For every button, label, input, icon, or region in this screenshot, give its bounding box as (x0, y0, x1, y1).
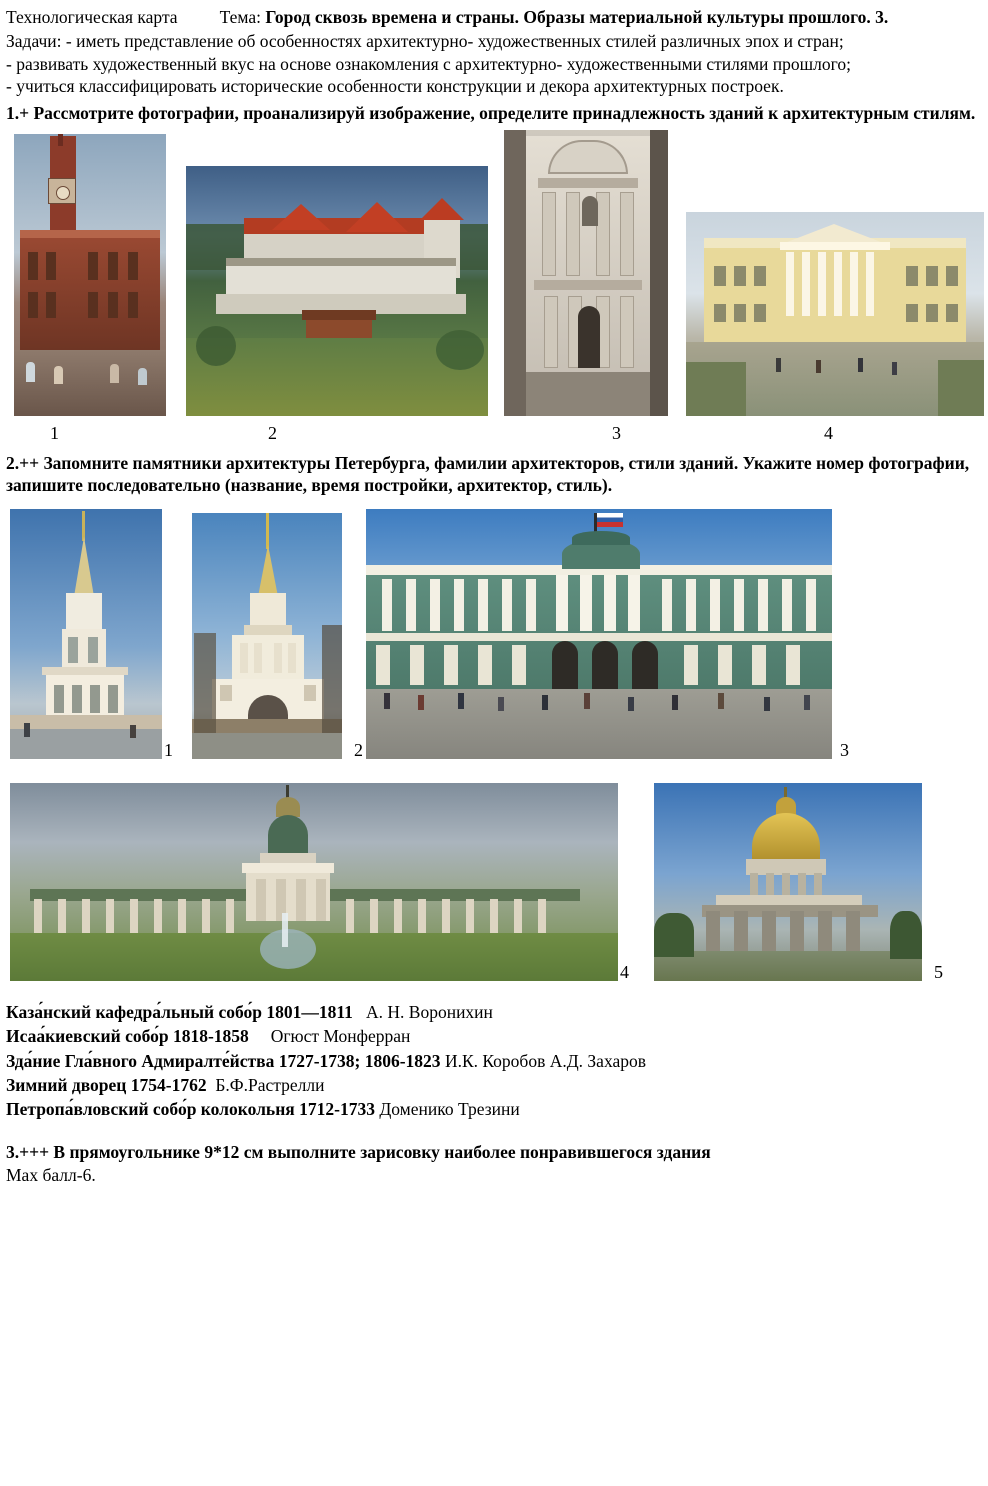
photo-winter-palace (366, 509, 832, 759)
answer-row-2 (6, 1050, 980, 1072)
task-1-text: 1.+ Рассмотрите фотографии, проанализируй изображение, определите принадлежность зданий к архитектурным стилям. (6, 102, 976, 123)
answer-title-0: Каза́нский кафедра́льный собо́р 1801—1811 (6, 1001, 353, 1022)
task-3-text: 3.+++ В прямоугольнике 9*12 см выполните зарисовку наиболее понравившегося здания (6, 1141, 711, 1162)
photo-baroque-church-facade (504, 130, 668, 416)
answer-architect-3: Б.Ф.Растрелли (215, 1074, 325, 1095)
photo-medieval-castle (186, 166, 488, 416)
answer-list (6, 1001, 980, 1121)
answer-architect-1: Огюст Монферран (270, 1026, 411, 1047)
gallery-1-number-3: 3 (612, 422, 621, 443)
gallery-1 (6, 130, 980, 442)
gallery-1-number-4: 4 (824, 422, 833, 443)
gallery-2-number-3: 3 (840, 739, 849, 760)
answer-architect-4: Доменико Трезини (379, 1099, 520, 1120)
answer-row-0 (6, 1001, 980, 1023)
gallery-1-number-1: 1 (50, 422, 59, 443)
gallery-2-number-4: 4 (620, 961, 629, 982)
photo-peter-paul-cathedral (10, 509, 162, 759)
gallery-1-number-2: 2 (268, 422, 277, 443)
photo-classicism-palace (686, 212, 984, 416)
gallery-2-number-2: 2 (354, 739, 363, 760)
objective-item-1: - развивать художественный вкус на основе ознакомления с архитектурно- художественными стилями прошлого; (6, 53, 851, 74)
gallery-2-row-b (6, 783, 980, 995)
answer-architect-2: И.К. Коробов А.Д. Захаров (444, 1050, 646, 1071)
objective-item-2: - учиться классифицировать исторические особенности конструкции и декора архитектурных построек. (6, 76, 784, 97)
answer-title-3: Зимний дворец 1754-1762 (6, 1074, 207, 1095)
doc-type-label: Технологическая карта (6, 7, 178, 27)
gallery-2-number-1: 1 (164, 739, 173, 760)
theme-value: Город сквозь времена и страны. Образы материальной культуры прошлого. 3. (265, 7, 889, 27)
photo-admiralty (192, 513, 342, 759)
answer-row-1 (6, 1025, 980, 1047)
answer-title-2: Зда́ние Гла́вного Адмиралте́йства 1727-1738; 1806-1823 (6, 1050, 441, 1071)
answer-row-4 (6, 1098, 980, 1120)
photo-saint-isaac-cathedral (654, 783, 922, 981)
gallery-2-row-a (6, 505, 980, 777)
header-line (6, 6, 980, 28)
objectives-block (6, 30, 980, 97)
answer-title-4: Петропа́вловский собо́р колокольня 1712-1733 (6, 1099, 375, 1120)
photo-gothic-town-hall (14, 134, 166, 416)
gallery-2-number-5: 5 (934, 961, 943, 982)
task-3-block (6, 1141, 980, 1187)
photo-kazan-cathedral (10, 783, 618, 981)
objective-item-0: - иметь представление об особенностях архитектурно- художественных стилей различных эпох и стран; (65, 31, 844, 52)
answer-architect-0: А. Н. Воронихин (366, 1001, 493, 1022)
objectives-label: Задачи: (6, 31, 62, 52)
answer-title-1: Исаа́киевский собо́р 1818-1858 (6, 1026, 249, 1047)
answer-row-3 (6, 1074, 980, 1096)
theme-label: Тема: (219, 7, 261, 27)
task-3-max-score: Max балл-6. (6, 1165, 96, 1186)
task-2-text: 2.++ Запомните памятники архитектуры Петербурга, фамилии архитекторов, стили зданий. Укажите номер фотографии, запишите последовательно (название, время постройки, архитектор, стиль). (6, 452, 970, 496)
objectives-line-0 (6, 30, 980, 52)
